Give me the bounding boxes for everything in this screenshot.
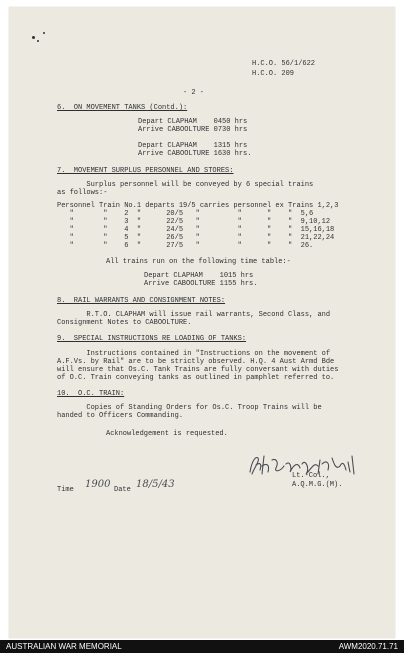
train-row: " " 3 " 22/5 " " " " 9,10,12 xyxy=(57,218,331,226)
timetable-line: Depart CLAPHAM 1315 hrs xyxy=(138,142,248,150)
body-text: Surplus personnel will be conveyed by 6 special trains xyxy=(57,181,314,189)
section-heading: 10. O.C. TRAIN: xyxy=(57,390,125,398)
body-text: of O.C. Train conveying tanks as outlined in pamphlet referred to. xyxy=(57,374,335,382)
file-reference: H.C.O. 209 xyxy=(252,70,295,78)
timetable-line: Arrive CABOOLTURE 1630 hrs. xyxy=(138,150,252,158)
archive-footer xyxy=(0,640,404,653)
page-number: - 2 - xyxy=(183,89,205,97)
section-heading: 8. RAIL WARRANTS AND CONSIGNMENT NOTES: xyxy=(57,297,226,305)
train-row: " " 4 " 24/5 " " " " 15,16,18 xyxy=(57,226,335,234)
time-label: Time xyxy=(57,486,74,494)
timetable-line: Arrive CABOOLTURE 0730 hrs xyxy=(138,126,248,134)
section-heading: 6. ON MOVEMENT TANKS (Contd.): xyxy=(57,104,188,112)
file-reference: H.C.O. 56/1/622 xyxy=(252,60,316,68)
train-row: " " 5 " 26/5 " " " " 21,22,24 xyxy=(57,234,335,242)
section-heading: 9. SPECIAL INSTRUCTIONS RE LOADING OF TANKS: xyxy=(57,335,247,343)
time-value: 1900 xyxy=(85,479,111,490)
punch-hole-mark xyxy=(43,32,45,34)
body-text: will ensure that Os.C. Tank Trains are fully conversant with duties xyxy=(57,366,339,374)
accession-number: AWM2020.71.71 xyxy=(338,642,398,651)
body-text: Instructions contained in "Instructions on the movement of xyxy=(57,350,331,358)
timetable-line: Depart CLAPHAM 0450 hrs xyxy=(138,118,248,126)
body-text: handed to Officers Commanding. xyxy=(57,412,184,420)
timetable-line: Arrive CABOOLTURE 1155 hrs. xyxy=(144,280,258,288)
timetable-line: Depart CLAPHAM 1015 hrs xyxy=(144,272,254,280)
punch-hole-mark xyxy=(37,40,39,42)
punch-hole-mark xyxy=(32,36,35,39)
date-value: 18/5/43 xyxy=(136,479,175,490)
body-text: A.F.Vs. by Rail" are to be strictly observed. H.Q. 4 Aust Armd Bde xyxy=(57,358,335,366)
archive-name: AUSTRALIAN WAR MEMORIAL xyxy=(6,642,122,651)
train-row: Personnel Train No.1 departs 19/5 carries personnel ex Trains 1,2,3 xyxy=(57,202,339,210)
signatory-title: A.Q.M.G.(M). xyxy=(292,481,343,489)
body-text: as follows:- xyxy=(57,189,108,197)
train-row: " " 2 " 20/5 " " " " 5,6 xyxy=(57,210,314,218)
body-text: Copies of Standing Orders for Os.C. Troop Trains will be xyxy=(57,404,322,412)
acknowledgement-text: Acknowledgement is requested. xyxy=(106,430,228,438)
section-heading: 7. MOVEMENT SURPLUS PERSONNEL AND STORES: xyxy=(57,167,234,175)
date-label: Date xyxy=(114,486,131,494)
signatory-rank: Lt.-Col., xyxy=(292,472,330,480)
body-text: All trains run on the following time table:- xyxy=(106,258,291,266)
train-row: " " 6 " 27/5 " " " " 26. xyxy=(57,242,314,250)
body-text: R.T.O. CLAPHAM will issue rail warrants, Second Class, and xyxy=(57,311,331,319)
body-text: Consignment Notes to CABOOLTURE. xyxy=(57,319,192,327)
